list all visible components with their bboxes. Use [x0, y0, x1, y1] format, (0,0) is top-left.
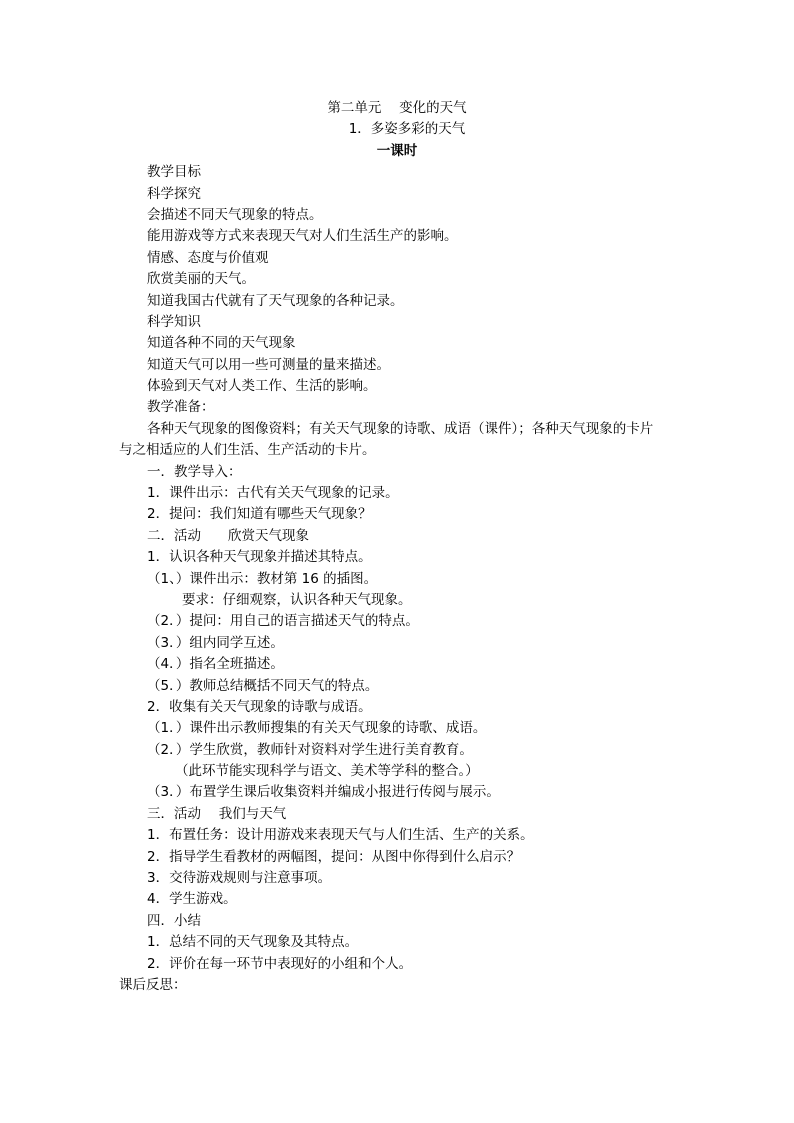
text-line: 科学知识: [147, 314, 201, 330]
text-line: （3．）布置学生课后收集资料并编成小报进行传阅与展示。: [147, 784, 500, 800]
text-line: 4．学生游戏。: [147, 891, 237, 907]
text-line: 科学探究: [147, 186, 201, 202]
text-line: （1、）课件出示：教材第 16 的插图。: [147, 571, 378, 587]
text-line: 欣赏美丽的天气。: [147, 271, 255, 287]
text-line: （4．）指名全班描述。: [147, 656, 284, 672]
text-line: 与之相适应的人们生活、生产活动的卡片。: [119, 442, 376, 458]
text-line: 知道我国古代就有了天气现象的各种记录。: [147, 293, 404, 309]
text-line: 2．指导学生看教材的两幅图，提问：从图中你得到什么启示？: [147, 849, 521, 865]
text-line: 二．活动 欣赏天气现象: [147, 528, 309, 544]
text-line: 2．收集有关天气现象的诗歌与成语。: [147, 699, 372, 715]
text-line: （此环节能实现科学与语文、美术等学科的整合。）: [175, 763, 479, 779]
lesson-title: 1．多姿多彩的天气: [348, 121, 466, 137]
unit-title: 第二单元 变化的天气: [327, 100, 467, 116]
text-line: （1．）课件出示教师搜集的有关天气现象的诗歌、成语。: [147, 720, 487, 736]
text-line: 知道天气可以用一些可测量的量来描述。: [147, 357, 390, 373]
text-line: 1．认识各种天气现象并描述其特点。: [147, 549, 372, 565]
text-line: 课后反思：: [119, 977, 187, 993]
text-line: 1．课件出示：古代有关天气现象的记录。: [147, 485, 399, 501]
text-line: 2．提问：我们知道有哪些天气现象？: [147, 506, 372, 522]
text-line: 能用游戏等方式来表现天气对人们生活生产的影响。: [147, 228, 458, 244]
text-line: 情感、态度与价值观: [147, 250, 269, 266]
text-line: 知道各种不同的天气现象: [147, 335, 296, 351]
text-line: 一．教学导入：: [147, 464, 242, 480]
text-line: （2．）学生欣赏，教师针对资料对学生进行美育教育。: [147, 742, 473, 758]
text-line: 会描述不同天气现象的特点。: [147, 207, 323, 223]
period-label: 一课时: [376, 143, 418, 159]
text-line: 1．布置任务：设计用游戏来表现天气与人们生活、生产的关系。: [147, 827, 534, 843]
text-line: 3．交待游戏规则与注意事项。: [147, 870, 332, 886]
text-line: 2．评价在每一环节中表现好的小组和个人。: [147, 956, 413, 972]
text-line: （3．）组内同学互述。: [147, 635, 284, 651]
text-line: （5．）教师总结概括不同天气的特点。: [147, 678, 379, 694]
text-line: 要求：仔细观察，认识各种天气现象。: [182, 592, 412, 608]
text-line: 教学目标: [147, 164, 201, 180]
text-line: 教学准备：: [147, 399, 215, 415]
text-line: 四．小结: [147, 913, 201, 929]
text-line: 三．活动 我们与天气: [147, 806, 287, 822]
text-line: 各种天气现象的图像资料；有关天气现象的诗歌、成语（课件）；各种天气现象的卡片: [147, 421, 654, 437]
text-line: 体验到天气对人类工作、生活的影响。: [147, 378, 377, 394]
text-line: （2．）提问：用自己的语言描述天气的特点。: [147, 613, 419, 629]
text-line: 1．总结不同的天气现象及其特点。: [147, 934, 359, 950]
